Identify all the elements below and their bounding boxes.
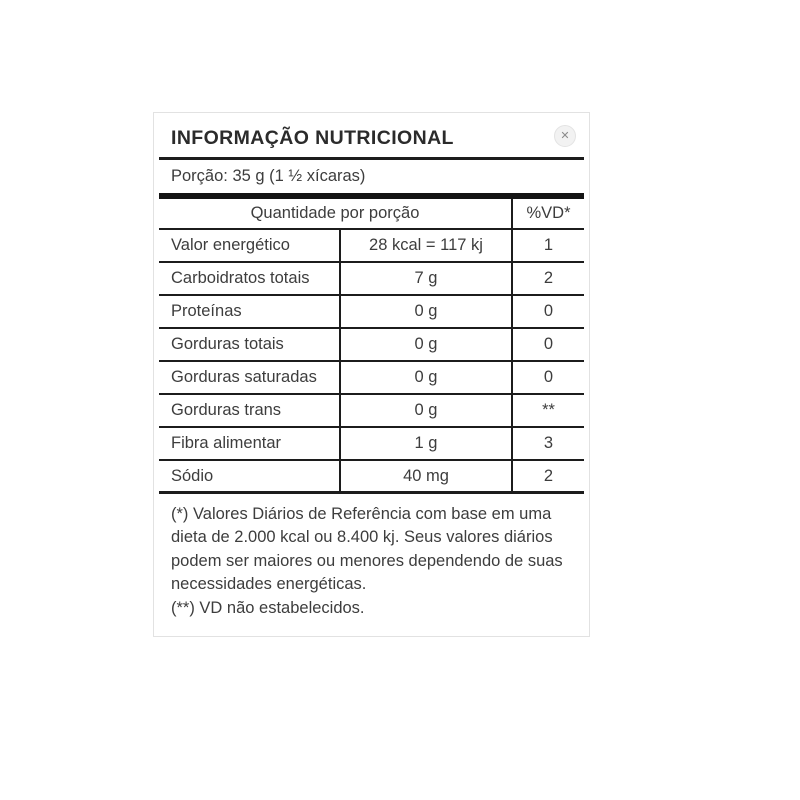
table-row-saturated-fat [159,362,584,395]
page-title: INFORMAÇÃO NUTRICIONAL [171,127,454,149]
row-label: Gorduras totais [171,335,284,353]
row-dv: 0 [511,296,584,327]
row-amount: 0 g [339,296,511,327]
table-header-row [159,199,584,230]
title-row [159,119,584,157]
table-row-sodium [159,461,584,494]
serving-size: Porção: 35 g (1 ½ xícaras) [171,167,366,185]
row-dv: 2 [511,461,584,491]
zoom-expand-icon: ✕ [560,129,570,142]
row-amount: 1 g [339,428,511,459]
row-label: Valor energético [171,236,290,254]
footnotes [159,494,584,620]
nutrition-label-card [153,112,590,637]
row-dv: 1 [511,230,584,261]
row-amount: 0 g [339,395,511,426]
row-dv: 2 [511,263,584,294]
row-label: Proteínas [171,302,242,320]
row-label: Gorduras trans [171,401,282,419]
row-amount: 7 g [339,263,511,294]
table-row-energy [159,230,584,263]
table-row-fiber [159,428,584,461]
row-amount: 0 g [339,362,511,393]
row-dv: 3 [511,428,584,459]
zoom-expand-button[interactable] [554,125,576,147]
table-row-protein [159,296,584,329]
row-amount: 0 g [339,329,511,360]
table-header-quantity: Quantidade por porção [250,204,420,222]
footnote-daily-values: (*) Valores Diários de Referência com base em uma dieta de 2.000 kcal ou 8.400 kj. Seus valores diários podem ser maiores ou menores dependendo de suas necessidades energéticas. [171,505,563,594]
table-header-dv: %VD* [511,199,584,228]
table-row-carbs [159,263,584,296]
table-row-trans-fat [159,395,584,428]
row-dv: 0 [511,329,584,360]
row-dv: 0 [511,362,584,393]
row-label: Gorduras saturadas [171,368,317,386]
row-label: Carboidratos totais [171,269,310,287]
row-label: Fibra alimentar [171,434,282,452]
row-dv: ** [511,395,584,426]
row-amount: 40 mg [339,461,511,491]
footnote-not-established: (**) VD não estabelecidos. [171,598,365,617]
table-row-total-fat [159,329,584,362]
row-amount: 28 kcal = 117 kj [339,230,511,261]
nutrition-table [159,199,584,494]
row-label: Sódio [171,466,214,485]
